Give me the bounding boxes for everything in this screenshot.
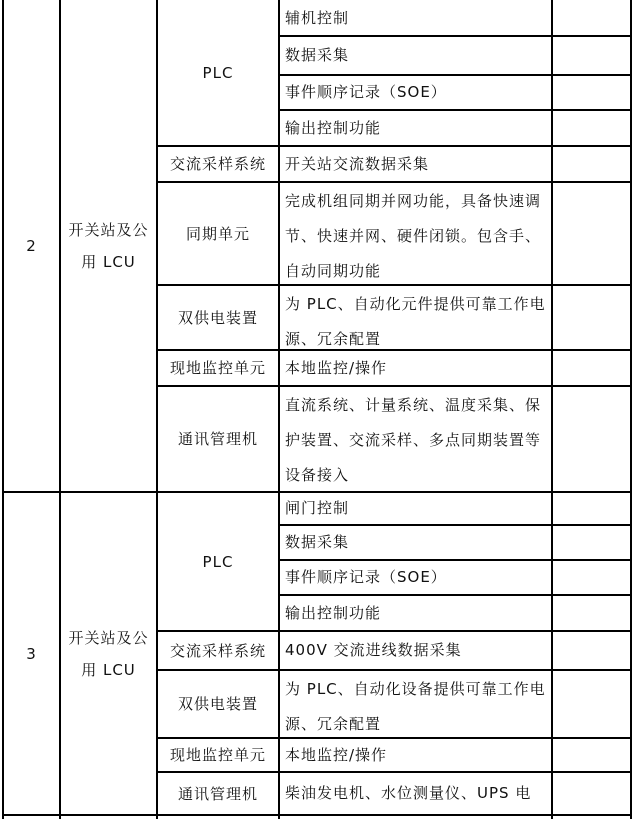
remark-cell	[552, 738, 631, 772]
function-text: 数据采集	[285, 533, 350, 551]
function-text: 辅机控制	[285, 8, 350, 27]
remark-cell	[552, 631, 631, 670]
function-text: 直流系统、计量系统、温度采集、保护装置、交流采样、多点同期装置等设备接入	[285, 396, 542, 484]
component-group: 双供电装置	[177, 308, 258, 327]
component-group: 交流采样系统	[169, 641, 266, 660]
component-group: 交流采样系统	[169, 155, 266, 173]
function-text: 为 PLC、自动化元件提供可靠工作电源、冗余配置	[285, 295, 546, 348]
section-divider	[3, 814, 631, 815]
component-group: 同期单元	[185, 224, 250, 243]
device-name-line2: 用 LCU	[81, 660, 136, 679]
remark-cell	[552, 772, 631, 815]
row-number: 3	[26, 644, 37, 663]
remark-cell	[552, 285, 631, 350]
function-text: 输出控制功能	[285, 603, 382, 622]
column-divider	[156, 0, 157, 819]
remark-cell	[552, 350, 631, 386]
row-number: 2	[26, 237, 37, 255]
function-text: 为 PLC、自动化设备提供可靠工作电源、冗余配置	[285, 680, 546, 733]
remark-cell	[552, 560, 631, 595]
device-name-line1: 开关站及公	[68, 221, 149, 239]
remark-cell	[552, 146, 631, 182]
function-text: 开关站交流数据采集	[285, 154, 430, 173]
device-name	[60, 492, 157, 815]
function-text: 事件顺序记录（SOE）	[285, 83, 447, 101]
function-text: 事件顺序记录（SOE）	[285, 568, 447, 586]
remark-cell	[552, 492, 631, 525]
function-text: 闸门控制	[285, 499, 350, 517]
component-group: 通讯管理机	[177, 784, 258, 803]
component-group: 现地监控单元	[169, 359, 266, 377]
column-divider	[630, 0, 631, 819]
remark-cell	[552, 0, 631, 36]
remark-cell	[552, 75, 631, 110]
remark-cell	[552, 36, 631, 75]
component-group: PLC	[202, 552, 234, 571]
function-text: 400V 交流进线数据采集	[285, 641, 462, 659]
remark-cell	[552, 595, 631, 631]
column-divider	[551, 0, 552, 819]
device-name-line2: 用 LCU	[81, 253, 136, 271]
remark-cell	[552, 386, 631, 492]
function-text: 本地监控/操作	[285, 358, 388, 377]
function-text: 柴油发电机、水位测量仪、UPS 电	[285, 784, 532, 802]
component-group: 通讯管理机	[177, 430, 258, 448]
column-divider	[278, 0, 279, 819]
device-name	[60, 0, 157, 492]
function-text: 输出控制功能	[285, 118, 382, 137]
remark-cell	[552, 670, 631, 738]
function-text: 完成机组同期并网功能，具备快速调节、快速并网、硬件闭锁。包含手、自动同期功能	[285, 192, 542, 280]
function-text: 本地监控/操作	[285, 745, 388, 764]
remark-cell	[552, 182, 631, 285]
component-group: 双供电装置	[177, 695, 258, 713]
component-group: PLC	[202, 64, 234, 82]
function-text: 数据采集	[285, 46, 350, 64]
remark-cell	[552, 110, 631, 146]
column-divider	[2, 0, 3, 819]
device-name-line1: 开关站及公	[68, 628, 149, 647]
remark-cell	[552, 525, 631, 560]
column-divider	[59, 0, 60, 819]
component-group: 现地监控单元	[169, 746, 266, 764]
